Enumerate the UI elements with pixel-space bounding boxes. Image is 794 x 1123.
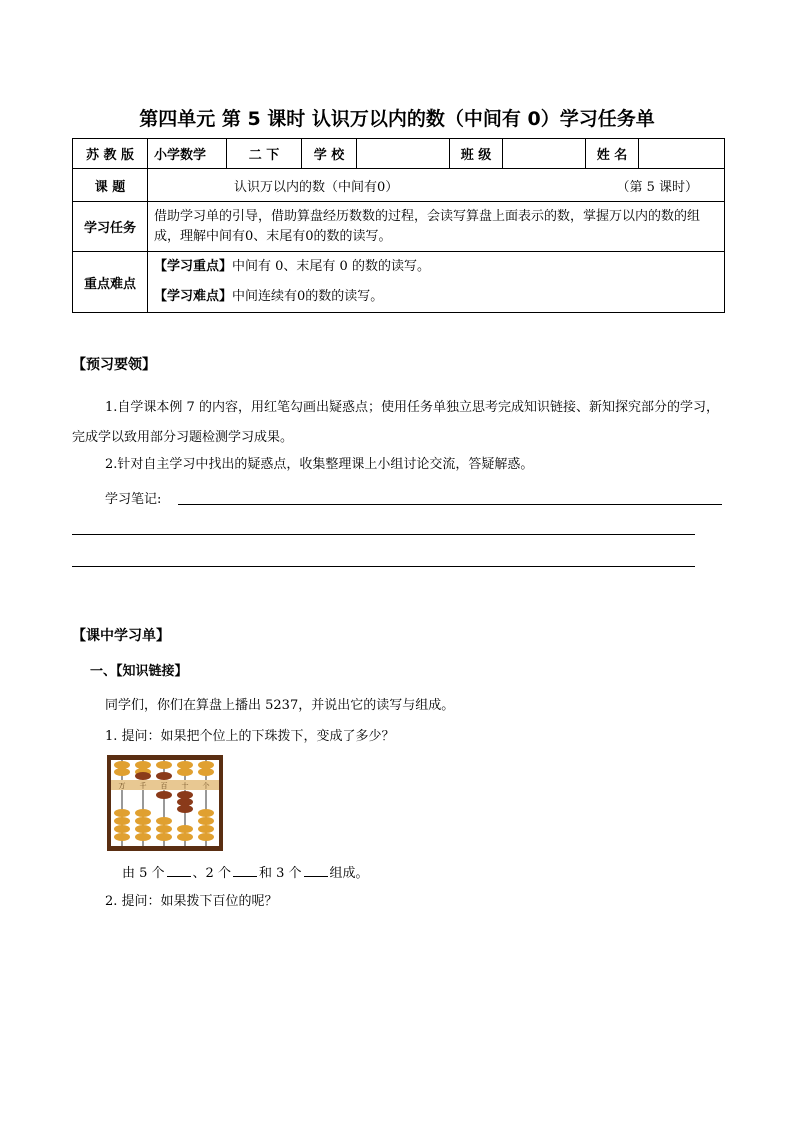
composition-line bbox=[122, 862, 369, 884]
topic-cell bbox=[148, 169, 725, 202]
topic-text: 认识万以内的数（中间有0） bbox=[234, 179, 399, 195]
subject-cell: 小学数学 bbox=[148, 139, 227, 169]
preview-item-1: 1.自学课本例 7 的内容，用红笔勾画出疑惑点；使用任务单独立思考完成知识链接、新知探究部分的学习，完成学以致用部分习题检测学习成果。 bbox=[72, 400, 719, 445]
task-label: 学习任务 bbox=[73, 202, 148, 252]
composition-part-1: 由 5 个 bbox=[122, 866, 165, 881]
notes-line-2[interactable] bbox=[72, 534, 695, 535]
question-2: 2. 提问：如果拨下百位的呢？ bbox=[105, 894, 278, 909]
task-text: 借助学习单的引导，借助算盘经历数数的过程，会读写算盘上面表示的数，掌握万以内的数的组成，理解中间有0、末尾有0的数的读写。 bbox=[148, 202, 725, 252]
intro-text: 同学们，你们在算盘上播出 5237，并说出它的读写与组成。 bbox=[105, 698, 455, 713]
publisher-cell: 苏 教 版 bbox=[73, 139, 148, 169]
difficulty-tag: 【学习难点】 bbox=[154, 289, 233, 304]
grade-cell: 二 下 bbox=[227, 139, 302, 169]
name-label: 姓 名 bbox=[586, 139, 639, 169]
key-point-tag: 【学习重点】 bbox=[154, 259, 233, 274]
name-field[interactable] bbox=[639, 139, 725, 169]
key-label: 重点难点 bbox=[73, 252, 148, 313]
page-title: 第四单元 第 5 课时 认识万以内的数（中间有 0）学习任务单 bbox=[139, 108, 655, 130]
class-label: 班 级 bbox=[450, 139, 503, 169]
inclass-heading: 【课中学习单】 bbox=[72, 628, 170, 644]
lesson-number: （第 5 课时） bbox=[616, 179, 698, 195]
abacus-image bbox=[107, 755, 223, 851]
composition-part-3: 和 3 个 bbox=[258, 866, 302, 881]
blank-2[interactable] bbox=[233, 862, 257, 877]
abacus-label-wan: 万 bbox=[118, 782, 126, 790]
abacus-label-qian: 千 bbox=[139, 782, 147, 790]
info-row-3 bbox=[73, 202, 725, 252]
difficulty-text: 中间连续有0的数的读写。 bbox=[232, 289, 384, 304]
info-table bbox=[72, 138, 725, 313]
blank-1[interactable] bbox=[167, 862, 191, 877]
info-row-1 bbox=[73, 139, 725, 169]
notes-label: 学习笔记: bbox=[105, 492, 162, 507]
question-1: 1. 提问：如果把个位上的下珠拨下，变成了多少？ bbox=[105, 729, 395, 744]
preview-heading: 【预习要领】 bbox=[72, 357, 156, 373]
school-label: 学 校 bbox=[302, 139, 357, 169]
key-cell bbox=[148, 252, 725, 313]
knowledge-link-heading: 一、【知识链接】 bbox=[90, 664, 188, 679]
info-row-2 bbox=[73, 169, 725, 202]
preview-item-2: 2.针对自主学习中找出的疑惑点，收集整理课上小组讨论交流，答疑解惑。 bbox=[105, 457, 534, 472]
composition-part-4: 组成。 bbox=[329, 866, 369, 881]
composition-part-2: 、2 个 bbox=[192, 866, 231, 881]
school-field[interactable] bbox=[357, 139, 450, 169]
notes-line-3[interactable] bbox=[72, 566, 695, 567]
topic-label: 课 题 bbox=[73, 169, 148, 202]
blank-3[interactable] bbox=[304, 862, 328, 877]
notes-line-1[interactable] bbox=[178, 504, 722, 505]
key-point-text: 中间有 0、末尾有 0 的数的读写。 bbox=[232, 259, 430, 274]
abacus-label-bai: 百 bbox=[160, 782, 168, 790]
info-row-4 bbox=[73, 252, 725, 313]
abacus-label-ge: 个 bbox=[202, 782, 210, 790]
class-field[interactable] bbox=[503, 139, 586, 169]
abacus-label-shi: 十 bbox=[181, 782, 189, 790]
